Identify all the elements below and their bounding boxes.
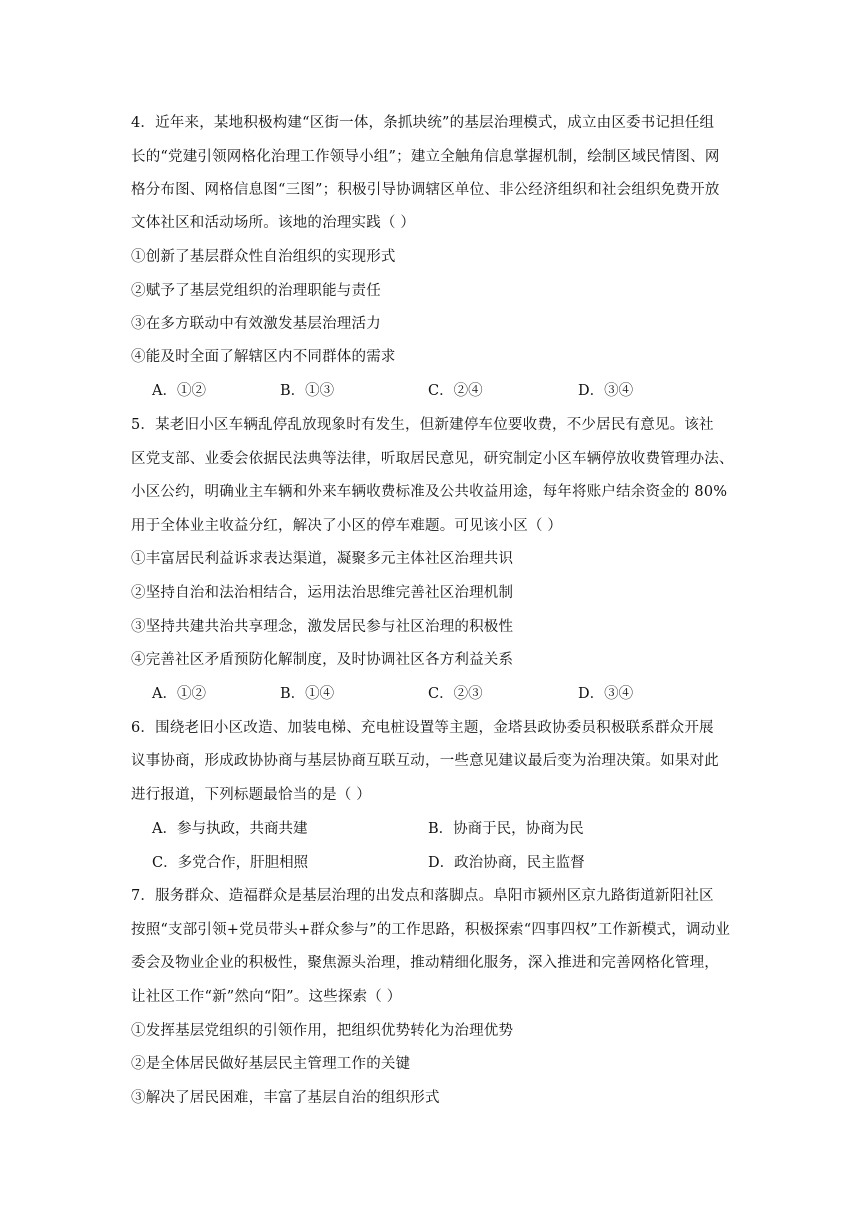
q5-statement: ①丰富居民利益诉求表达渠道，凝聚多元主体社区治理共识 bbox=[131, 551, 514, 567]
q7-stem-line: 让社区工作“新”然向“阳”。这些探索（ ） bbox=[131, 989, 402, 1005]
q4-stem-line: 格分布图、网格信息图“三图”；积极引导协调辖区单位、非公经济组织和社会组织免费开放 bbox=[131, 182, 720, 198]
q4-option-a: A．①② bbox=[152, 383, 206, 399]
q6-option-a: A．参与执政，共商共建 bbox=[152, 821, 308, 837]
q5-statement: ③坚持共建共治共享理念，激发居民参与社区治理的积极性 bbox=[131, 619, 514, 635]
q4-option-c: C．②④ bbox=[428, 383, 483, 399]
q7-stem-line: 委会及物业企业的积极性，聚焦源头治理，推动精细化服务，深入推进和完善网格化管理， bbox=[131, 955, 719, 971]
q6-stem-line: 进行报道，下列标题最恰当的是（ ） bbox=[131, 787, 372, 803]
q4-statement: ②赋予了基层党组织的治理职能与责任 bbox=[131, 283, 381, 299]
q6-stem-line: 议事协商，形成政协协商与基层协商互联互动，一些意见建议最后变为治理决策。如果对此 bbox=[131, 753, 719, 769]
q7-statement: ①发挥基层党组织的引领作用，把组织优势转化为治理优势 bbox=[131, 1023, 514, 1039]
q5-statement: ④完善社区矛盾预防化解制度，及时协调社区各方利益关系 bbox=[131, 652, 514, 668]
q6-option-d: D．政治协商，民主监督 bbox=[428, 855, 585, 871]
q5-stem-line: 区党支部、业委会依据民法典等法律，听取居民意见，研究制定小区车辆停放收费管理办法、 bbox=[131, 451, 734, 467]
q6-option-b: B．协商于民，协商为民 bbox=[428, 821, 584, 837]
q6-stem-line: 6．围绕老旧小区改造、加装电梯、充电桩设置等主题，金塔县政协委员积极联系群众开展 bbox=[131, 720, 714, 736]
q5-statement: ②坚持自治和法治相结合，运用法治思维完善社区治理机制 bbox=[131, 585, 514, 601]
q5-option-c: C．②③ bbox=[428, 686, 483, 702]
q5-option-b: B．①④ bbox=[280, 686, 335, 702]
q5-stem-line: 5．某老旧小区车辆乱停乱放现象时有发生，但新建停车位要收费，不少居民有意见。该社 bbox=[131, 417, 714, 433]
q5-stem-line: 用于全体业主收益分红，解决了小区的停车难题。可见该小区（ ） bbox=[131, 518, 563, 534]
q4-stem-line: 文体社区和活动场所。该地的治理实践（ ） bbox=[131, 215, 416, 231]
q4-statement: ④能及时全面了解辖区内不同群体的需求 bbox=[131, 349, 396, 365]
q5-option-d: D．③④ bbox=[578, 686, 634, 702]
q4-stem-line: 长的“党建引领网格化治理工作领导小组”；建立全触角信息掌握机制，绘制区域民情图、网 bbox=[131, 149, 720, 165]
q4-stem-line: 4．近年来，某地积极构建“区街一体，条抓块统”的基层治理模式，成立由区委书记担任组 bbox=[131, 115, 715, 131]
q6-option-c: C．多党合作，肝胆相照 bbox=[152, 855, 309, 871]
q4-option-b: B．①③ bbox=[280, 383, 335, 399]
q7-statement: ③解决了居民困难，丰富了基层自治的组织形式 bbox=[131, 1090, 440, 1106]
q7-statement: ②是全体居民做好基层民主管理工作的关键 bbox=[131, 1056, 411, 1072]
q5-stem-line: 小区公约，明确业主车辆和外来车辆收费标准及公共收益用途，每年将账户结余资金的 80% bbox=[131, 484, 728, 500]
q4-statement: ③在多方联动中有效激发基层治理活力 bbox=[131, 316, 381, 332]
q4-option-d: D．③④ bbox=[578, 383, 634, 399]
q7-stem-line: 7．服务群众、造福群众是基层治理的出发点和落脚点。阜阳市颍州区京九路街道新阳社区 bbox=[131, 888, 714, 904]
q7-stem-line: 按照“支部引领+党员带头+群众参与”的工作思路，积极探索“四事四权”工作新模式，调动业 bbox=[131, 922, 731, 938]
q5-option-a: A．①② bbox=[152, 686, 206, 702]
q4-statement: ①创新了基层群众性自治组织的实现形式 bbox=[131, 249, 396, 265]
